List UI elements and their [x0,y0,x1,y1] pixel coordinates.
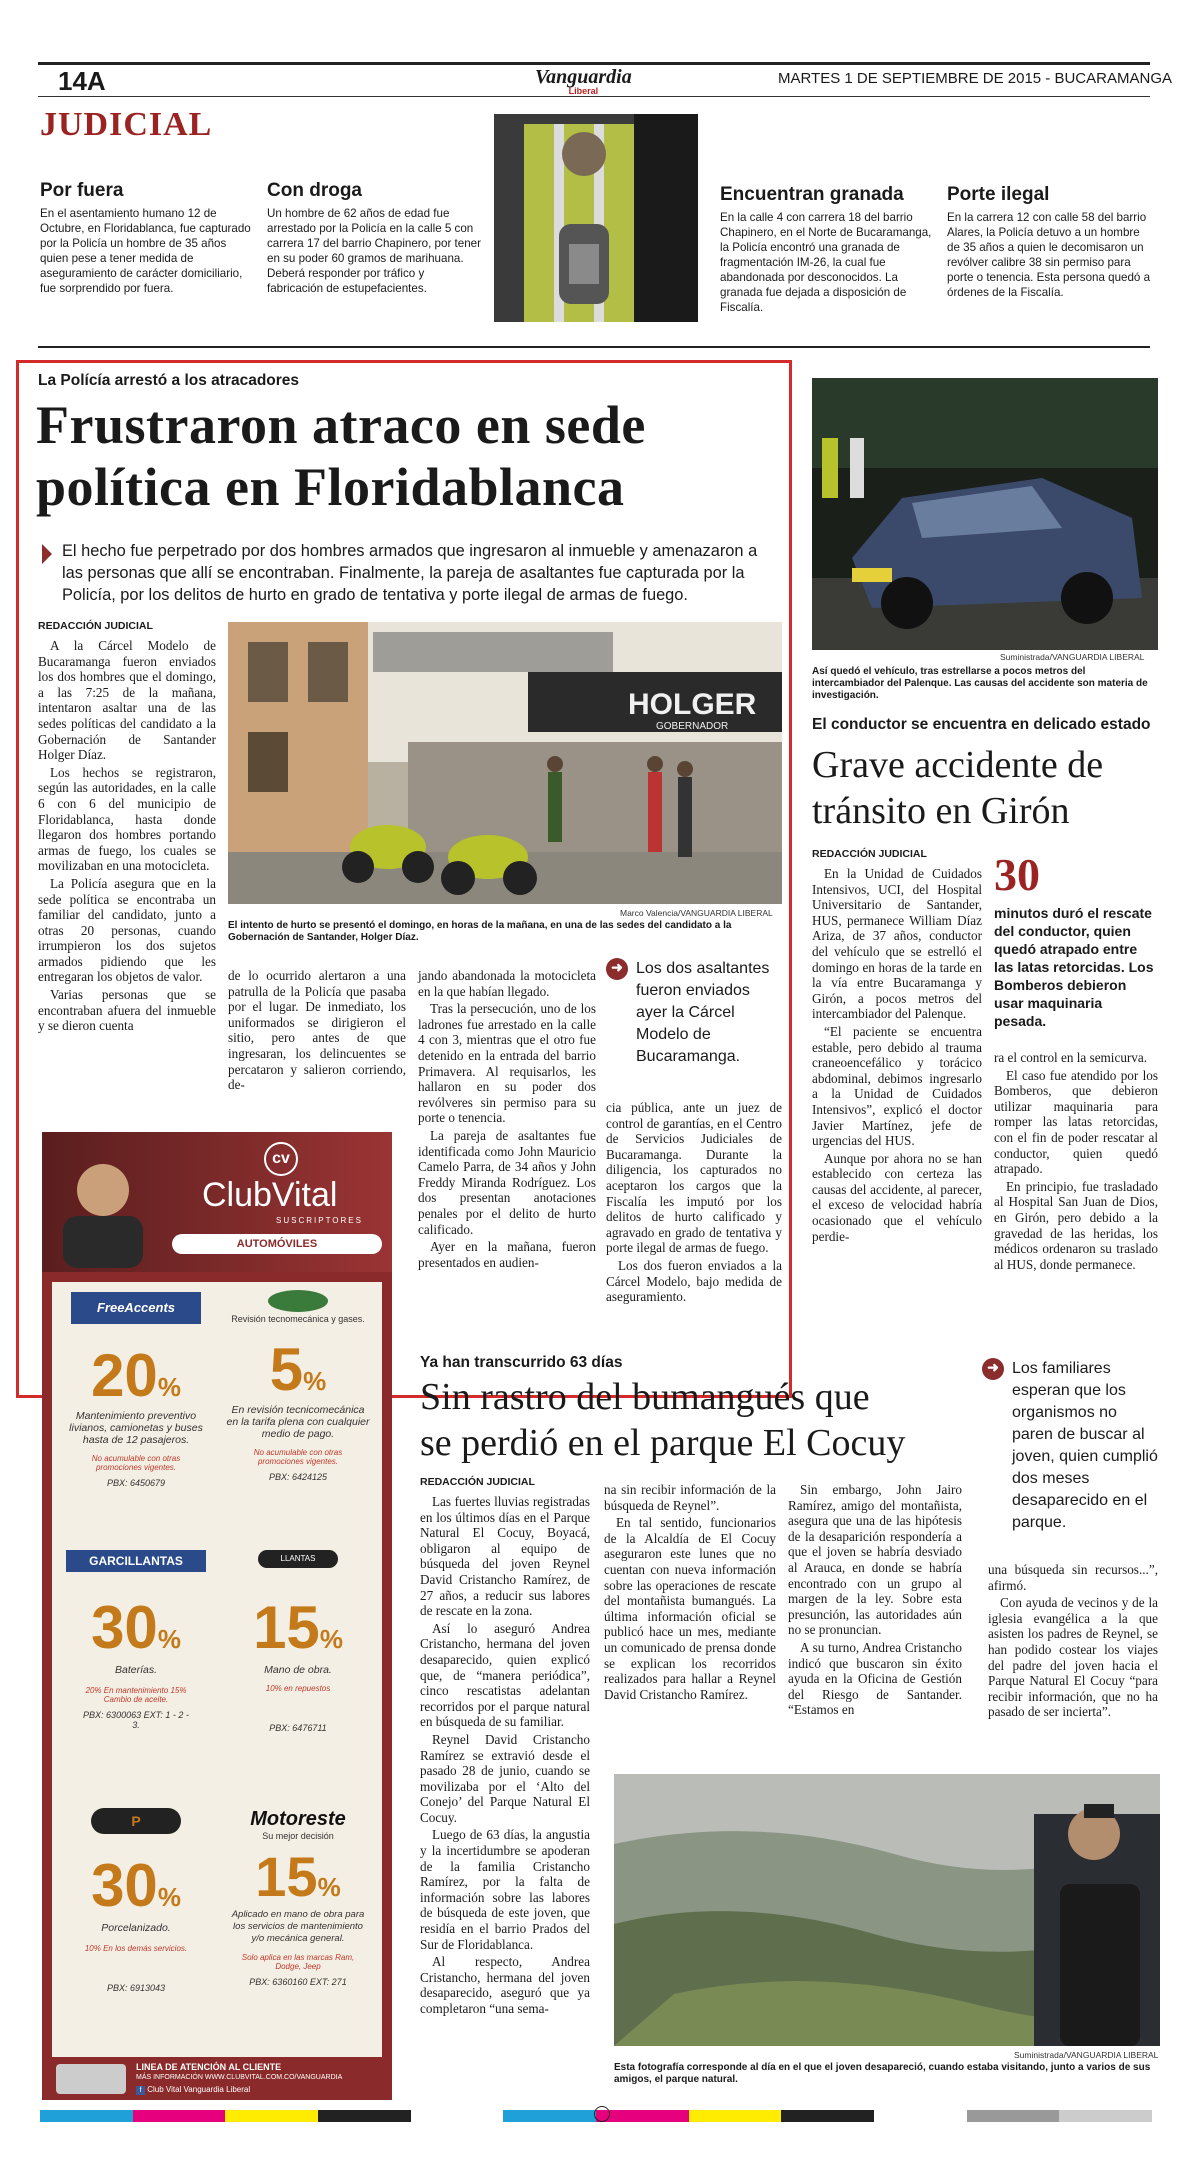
page-number: 14A [58,66,106,96]
page-date: MARTES 1 DE SEPTIEMBRE DE 2015 - BUCARAMANGA [778,70,1172,87]
arrow-right-icon: ➜ [606,958,628,980]
story3-photo-caption: Esta fotografía corresponde al día en el que el joven desapareció, cuando estaba visitando, junto a varios de sus amigos, el parque natural. [614,2062,1151,2085]
top-rule [38,62,1150,65]
story2-col2: ra el control en la semicurva. El caso fue atendido por los Bomberos, que debieron utilizar maquinaria para romper las latas retorcidas, con el fin de poder rescatar al conductor, quien quedó atrapado. En principio, fue trasladado al Hospital San Juan de Dios, en Girón, pero debido a la gravedad de las heridas, los médicos ordenaron su traslado al HUS, donde permanece. [994,1050,1158,1272]
membership-card-icon [56,2064,126,2094]
story1-pullquote: ➜ Los dos asaltantes fueron enviados ayer la Cárcel Modelo de Bucaramanga. [606,958,782,1068]
ad-brand-sub: SUSCRIPTORES [276,1216,363,1225]
story3-col2: na sin recibir información de la búsqueda de Reynel”. En tal sentido, funcionarios de la Alcaldía de El Cocuy aseguraron este lunes que no cuentan con nueva información sobre las operaciones de rescate del montañista bumangués. La última información oficial se publicó hace un mes, mediante un comunicado de prensa donde se explican los recorridos realizados para hallar a Reynel David Cristancho Ramírez. [604,1482,776,1702]
ad-cell-freeaccents[interactable]: FreeAccents 20% Mantenimiento preventivo livianos, camionetas y buses hasta de 12 pasajeros. No acumulable con otras promociones vigentes. PBX: 6450679 [56,1286,216,1536]
ad-cell-motoreste[interactable]: Motoreste Su mejor decisión 15% Aplicado en mano de obra para los servicios de mantenimiento y/o mecánica general. Solo aplica en las marcas Ram, Dodge, Jeep PBX: 6360160 EXT: 271 [231,1808,365,1987]
ad-cell-revision[interactable]: Revisión tecnomecánica y gases. 5% En revisión tecnicomecánica en la tarifa plena con cualquier medio de pago. No acumulable con otras promociones vigentes. PBX: 6424125 [218,1286,378,1536]
story3-byline: REDACCIÓN JUDICIAL [420,1476,535,1488]
story2-col1: En la Unidad de Cuidados Intensivos, UCI, del Hospital Universitario de Santander, HUS, permanece William Díaz Ariza, de 37 años, conductor del vehículo que se estrelló el domingo en horas de la tarde en la vía entre Bucaramanga y Girón, a pocos metros del intercambiador del Palenque. “El paciente se encuentra estable, pero debido al trauma craneoencefálico y torácico abdominal, debimos ingresarlo a la Unidad de Cuidados Intensivos”, explicó el doctor Javier Martínez, jefe de urgencias del HUS. Aunque por ahora no se han establecido con certeza las causas del accidente, al parecer, el exceso de velocidad habría ocasionado que el vehículo perdie- [812,866,982,1244]
clubvital-logo-icon: cv [264,1142,298,1176]
story2-big-number: 30 [994,849,1040,900]
story3-kicker: Ya han transcurrido 63 días [420,1354,623,1371]
briefs-rule [38,346,1150,348]
story2-kicker: El conductor se encuentra en delicado estado [812,716,1151,733]
story1-col4: cia pública, ante un juez de control de garantías, en el Centro de Servicios Judiciales de Bucaramanga. Durante la diligencia, los capturados no aceptaron los cargos que la Fiscalía les imputó por los delitos de hurto calificado y agravado en grado de tentativa y porte ilegal de armas de fuego. Los dos fueron enviados a la Cárcel Modelo, bajo medida de aseguramiento. [606,1100,782,1305]
ad-category: AUTOMÓVILES [172,1234,382,1254]
brief-por-fuera: Por fuera En el asentamiento humano 12 de Octubre, en Floridablanca, fue capturado por la Policía un hombre de 35 años quien pese a tener medida de aseguramiento de carácter domiciliario, fue sorprendido por fuera. [40,180,251,295]
story3-headline: Sin rastro del bumangués que se perdió en el parque El Cocuy [420,1376,906,1464]
ad-footer: LINEA DE ATENCIÓN AL CLIENTE MÁS INFORMACIÓN WWW.CLUBVITAL.COM.CO/VANGUARDIA f Club Vital Vanguardia Liberal [52,2062,382,2096]
story1-headline: Frustraron atraco en sede política en Floridablanca [36,395,646,517]
story2-byline: REDACCIÓN JUDICIAL [812,848,927,860]
ad-cell-porcelanizado[interactable]: P 30% Porcelanizado. 10% En los demás servicios. PBX: 6913043 [56,1802,216,2052]
story1-photo-credit: Marco Valencia/VANGUARDIA LIBERAL [620,908,773,918]
ad-person-photo [48,1150,158,1268]
facebook-icon: f [136,2086,145,2095]
story1-col2: de lo ocurrido alertaron a una patrulla de la Policía que pasaba por el lugar. De inmediato, los uniformados se dirigieron el sitio, pero antes de que ingresaran, los delincuentes se percataron y salieron corriendo, de- [228,968,406,1093]
ad-brand: ClubVital [202,1176,338,1214]
brief-porte-ilegal: Porte ilegal En la carrera 12 con calle 58 del barrio Alares, la Policía detuvo a un hombre de 35 años a quien le decomisaron un revólver calibre 38 sin permiso para porte o tenencia. Esta persona quedó a órdenes de la Fiscalía. [947,184,1151,299]
story3-col4: una búsqueda sin recursos...”, afirmó. Con ayuda de vecinos y de la iglesia evangélica a la que asisten los padres de Reynel, se han podido costear los viajes del padre del joven hacia el Parque Natural El Cocuy “para recibir información, que no ha pasado de ser incierta”. [988,1562,1158,1720]
story1-byline: REDACCIÓN JUDICIAL [38,620,153,632]
header-rule [38,96,1150,97]
story1-col3: jando abandonada la motocicleta en la que habían llegado. Tras la persecución, uno de los ladrones fue arrestado en la calle 4 con 3, mientras que el otro fue detenido en la entrada del barrio Primavera. Al requisarlos, les hallaron en su poder dos revólveres sin permiso para su porte o tenencia. La pareja de asaltantes fue identificada como John Mauricio Camelo Parra, de 34 años y John Freddy Miranda Rodríguez. Los dos presentan anotaciones penales por el delito de hurto calificado. Ayer en la mañana, fueron presentados en audien- [418,968,596,1270]
arrow-right-icon: ➜ [982,1358,1004,1380]
ad-cell-llantas[interactable]: LLANTAS 15% Mano de obra. 10% en repuestos PBX: 6476711 [218,1544,378,1794]
campaign-office-photo [228,622,782,904]
story3-col1: Las fuertes lluvias registradas en los últimos días en el Parque Natural El Cocuy, Boyacá, obligaron al equipo de búsqueda del joven Reynel David Cristancho Ramírez, de 27 años, a reducir sus labores de rescate en la zona. Así lo aseguró Andrea Cristancho, hermana del joven desaparecido, quien explicó que, de “manera periódica”, cinco rescatistas adelantan recorridos por el parque natural en búsqueda de su familiar. Reynel David Cristancho Ramírez se extravió desde el pasado 28 de junio, cuando se movilizaba por el ‘Alto del Conejo’ del Parque Natural El Cocuy. Luego de 63 días, la angustia y la incertidumbre se apoderan de la familia Cristancho Ramírez, por la falta de información sobre las labores de búsqueda de este joven, que residía en el barrio Prados del Sur de Floridablanca. Al respecto, Andrea Cristancho, hermana del joven desaparecido, aseguró que ya completaron “una sema- [420,1494,590,2016]
story3-col3: Sin embargo, John Jairo Ramírez, amigo del montañista, asegura que una de las hipótesis de la desaparición respondería a que el joven se habría desviado al Arauca, en donde se habría encontrado con un grupo al margen de la ley. Sobre esta presunción, las autoridades aún no se pronuncian. A su turno, Andrea Cristancho indicó que buscaron sin éxito ayuda en la Oficina de Gestión del Riesgo de Santander. “Estamos en [788,1482,962,1718]
story3-pullquote: ➜ Los familiares esperan que los organismos no paren de buscar al joven, quien cumplió dos meses desaparecido en el parque. [982,1358,1160,1534]
story3-photo-credit: Suministrada/VANGUARDIA LIBERAL [1014,2050,1159,2060]
story1-col1: A la Cárcel Modelo de Bucaramanga fueron enviados los dos hombres que el domingo, a las 7:25 de la mañana, intentaron asaltar una de las sedes políticas del candidato a la Gobernación de Santander Holger Díaz. Los hechos se registraron, según las autoridades, en la calle 6 con 6 del municipio de Floridablanca, hasta donde llegaron dos hombres portando armas de fuego, los cuales se movilizaban en una motocicleta. La Policía asegura que en la sede política se encontraba un familiar del candidato, junto a otras 20 personas, cuando irrumpieron los dos sujetos armados pidiendo que les entregaran los objetos de valor. Varias personas que se encontraban afuera del inmueble y se dieron cuenta [38,638,216,1034]
crashed-car-photo [812,378,1158,650]
lead-marker-icon [42,544,52,564]
story1-kicker: La Polícía arrestó a los atracadores [38,372,300,389]
story2-big-text: minutos duró el rescate del conductor, quien quedó atrapado entre las latas retorcidas. Los Bomberos debieron usar maquinaria pesada. [994,905,1154,1029]
ad-cell-garcillantas[interactable]: GARCILLANTAS 30% Baterías. 20% En mantenimiento 15% Cambio de aceite. PBX: 6300063 EXT: 1 - 2 - 3. [56,1544,216,1794]
story2-photo-caption: Así quedó el vehículo, tras estrellarse a pocos metros del intercambiador del Palenque. Las causas del accidente son materia de investigación. [812,666,1148,701]
masthead-logo: Vanguardia Liberal [535,66,632,96]
svg-text:GOBERNADOR: GOBERNADOR [656,721,729,732]
section-title: JUDICIAL [40,106,213,143]
story1-photo-caption: El intento de hurto se presentó el domingo, en horas de la mañana, en una de las sedes del candidato a la Gobernación de Santander, Holger Díaz. [228,920,732,943]
brief-encuentran-granada: Encuentran granada En la calle 4 con carrera 18 del barrio Chapinero, en el Norte de Bucaramanga, la Policía encontró una granada de fragmentación IM-26, la cual fue abandonada por desconocidos. La granada fue dejada a disposición de Fiscalía. [720,184,932,314]
clubvital-ad[interactable] [42,1132,392,2100]
police-grenade-photo [494,114,698,322]
registration-mark-icon [594,2106,610,2122]
cocuy-park-photo [614,1774,1160,2046]
story1-lead: El hecho fue perpetrado por dos hombres armados que ingresaron al inmueble y amenazaron a las personas que allí se encontraban. Finalmente, la pareja de asaltantes fue capturada por la Policía, por los delitos de hurto en grado de tentativa y porte ilegal de armas de fuego. [62,542,758,604]
story2-photo-credit: Suministrada/VANGUARDIA LIBERAL [1000,652,1145,662]
brief-con-droga: Con droga Un hombre de 62 años de edad fue arrestado por la Policía en la calle 5 con carrera 17 del barrio Chapinero, por tener en su poder 60 gramos de marihuana. Deberá responder por tráfico y fabricación de estupefacientes. [267,180,481,295]
svg-text:HOLGER: HOLGER [628,688,757,721]
story2-headline: Grave accidente de tránsito en Girón [812,744,1104,832]
